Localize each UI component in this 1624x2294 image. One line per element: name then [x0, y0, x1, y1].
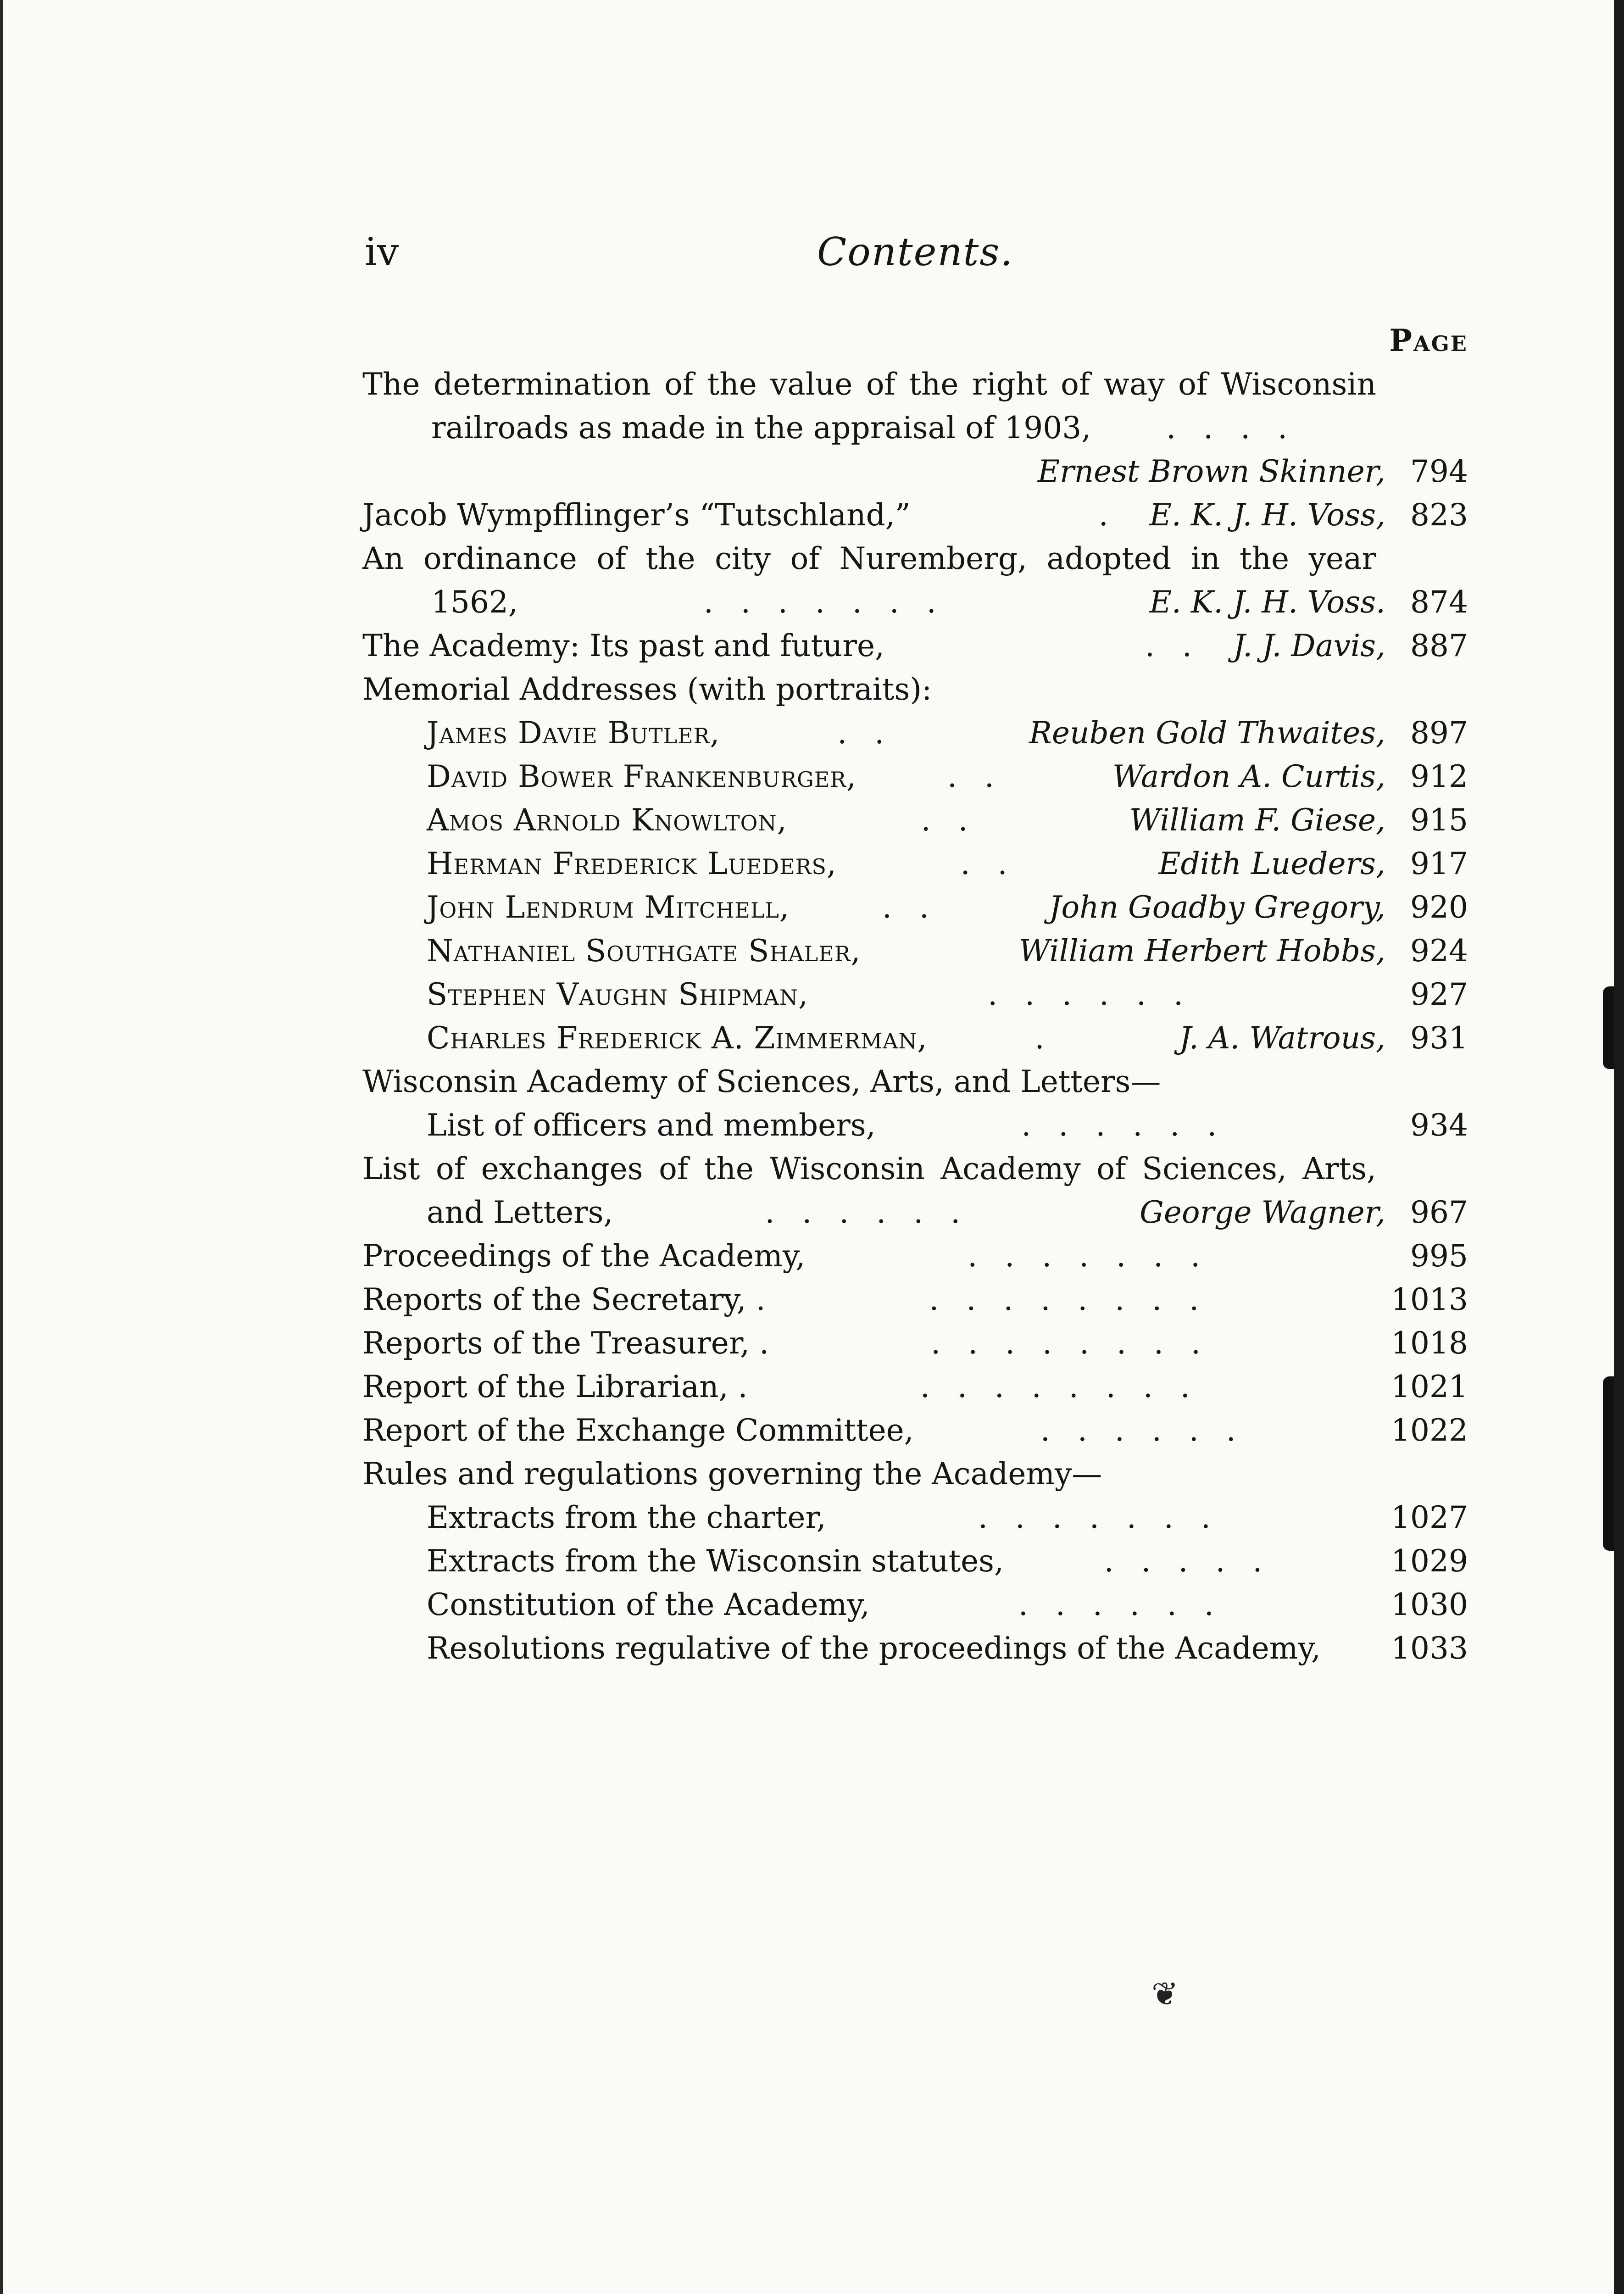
memorial-entry[interactable] — [362, 973, 1468, 1016]
entry-author: J. A. Watrous, — [1179, 1020, 1385, 1056]
page-number: 920 — [1410, 890, 1468, 925]
leader-dots: ...... — [1018, 1587, 1241, 1622]
memorial-entry[interactable] — [362, 842, 1468, 885]
toc-entry[interactable] — [362, 1321, 1468, 1365]
entry-author: William F. Giese, — [1129, 802, 1385, 838]
toc-entry[interactable] — [362, 537, 1468, 580]
entry-author: George Wagner, — [1140, 1195, 1385, 1230]
entry-title: Proceedings of the Academy, — [362, 1238, 806, 1274]
page-number: 995 — [1410, 1238, 1468, 1274]
table-of-contents — [362, 319, 1468, 1670]
toc-entry[interactable] — [362, 493, 1468, 537]
entry-title: Reports of the Treasurer, . — [362, 1325, 769, 1361]
entry-title: and Letters, — [427, 1195, 613, 1230]
toc-entry[interactable] — [362, 624, 1468, 668]
memorial-entry[interactable] — [362, 798, 1468, 842]
toc-entry-author-line — [362, 450, 1468, 493]
entry-title: An ordinance of the city of Nuremberg, adopted in the year — [362, 541, 1376, 576]
page-column-label: Page — [1389, 323, 1468, 358]
page-number: 1027 — [1391, 1500, 1468, 1535]
leader-dots: ....... — [978, 1500, 1238, 1535]
entry-title: Report of the Exchange Committee, — [362, 1413, 914, 1448]
entry-author: John Goadby Gregory, — [1049, 890, 1385, 925]
leader-dots: .. — [947, 759, 1022, 794]
toc-entry-continuation — [362, 1191, 1468, 1234]
binding-shadow — [1603, 986, 1614, 1069]
toc-entry[interactable] — [362, 1626, 1468, 1670]
page-number: 917 — [1410, 846, 1468, 881]
toc-section-heading — [362, 1452, 1468, 1496]
leader-dots: .. — [1145, 628, 1219, 663]
scan-edge-right — [1614, 0, 1624, 2294]
memorial-name: John Lendrum Mitchell, — [427, 890, 790, 925]
entry-author: Ernest Brown Skinner, — [1037, 454, 1385, 489]
entry-title: The Academy: Its past and future, — [362, 628, 884, 663]
memorial-name: Amos Arnold Knowlton, — [427, 802, 787, 838]
page-number: 967 — [1410, 1195, 1468, 1230]
leader-dots: .. — [882, 890, 957, 925]
leader-dots: ...... — [1040, 1413, 1263, 1448]
entry-title: 1562, — [431, 585, 518, 620]
entry-author: Wardon A. Curtis, — [1112, 759, 1385, 794]
page-number: 912 — [1410, 759, 1468, 794]
leader-dots: .. — [921, 802, 996, 838]
page-number: 924 — [1410, 933, 1468, 969]
running-title: Contents. — [817, 229, 1014, 274]
entry-title: Jacob Wympfflinger’s “Tutschland,” — [362, 497, 911, 533]
page-number: 927 — [1410, 977, 1468, 1012]
page-number: 1029 — [1391, 1543, 1468, 1579]
toc-entry[interactable] — [362, 1278, 1468, 1321]
memorial-name: James Davie Butler, — [427, 715, 720, 751]
toc-entry[interactable] — [362, 1409, 1468, 1452]
entry-title: Extracts from the Wisconsin statutes, — [427, 1543, 1004, 1579]
page-number: 874 — [1410, 585, 1468, 620]
leader-dots: ....... — [703, 585, 964, 620]
leader-dots: .... — [1166, 410, 1315, 445]
memorial-entry[interactable] — [362, 885, 1468, 929]
page-number: 1013 — [1391, 1282, 1468, 1317]
page-number: 1021 — [1391, 1369, 1468, 1404]
page-number: 887 — [1410, 628, 1468, 663]
memorial-entry[interactable] — [362, 711, 1468, 755]
toc-section-heading — [362, 1060, 1468, 1103]
toc-entry[interactable] — [362, 1496, 1468, 1539]
memorial-name: Nathaniel Southgate Shaler, — [427, 933, 861, 969]
toc-entry[interactable] — [362, 1539, 1468, 1583]
entry-title: Reports of the Secretary, . — [362, 1282, 766, 1317]
entry-title: railroads as made in the appraisal of 1903, — [431, 410, 1091, 445]
entry-title: List of officers and members, — [427, 1108, 876, 1143]
toc-entry[interactable] — [362, 362, 1468, 406]
toc-entry-continuation — [362, 580, 1468, 624]
binding-shadow — [1603, 1376, 1614, 1551]
section-title: Wisconsin Academy of Sciences, Arts, and Letters— — [362, 1064, 1161, 1099]
scan-edge-left — [0, 0, 3, 2294]
leader-dots: ..... — [1104, 1543, 1290, 1579]
entry-title: Constitution of the Academy, — [427, 1587, 870, 1622]
folio: iv — [365, 229, 399, 274]
memorial-name: Charles Frederick A. Zimmerman, — [427, 1020, 928, 1056]
page-header — [365, 229, 1466, 284]
printer-ornament-icon: ❦ — [1151, 1975, 1179, 2013]
leader-dots: . — [1034, 1020, 1072, 1056]
page-number: 1022 — [1391, 1413, 1468, 1448]
entry-title: List of exchanges of the Wisconsin Academy of Sciences, Arts, — [362, 1151, 1376, 1186]
leader-dots: ...... — [765, 1195, 988, 1230]
section-title: Memorial Addresses (with portraits): — [362, 672, 932, 707]
leader-dots: ....... — [968, 1238, 1228, 1274]
toc-entry[interactable] — [362, 1234, 1468, 1278]
page-number: 934 — [1410, 1108, 1468, 1143]
page-number: 1033 — [1391, 1631, 1468, 1666]
entry-title: The determination of the value of the right of way of Wisconsin — [362, 367, 1376, 402]
memorial-name: Herman Frederick Lueders, — [427, 846, 837, 881]
memorial-entry[interactable] — [362, 1016, 1468, 1060]
entry-author: William Herbert Hobbs, — [1018, 933, 1385, 969]
page-number: 931 — [1410, 1020, 1468, 1056]
page-number: 915 — [1410, 802, 1468, 838]
entry-title: Extracts from the charter, — [427, 1500, 826, 1535]
toc-section-heading — [362, 668, 1468, 711]
entry-author: J. J. Davis, — [1233, 628, 1385, 663]
memorial-name: David Bower Frankenburger, — [427, 759, 857, 794]
leader-dots: .. — [837, 715, 912, 751]
toc-entry-continuation — [362, 406, 1468, 450]
entry-title: Resolutions regulative of the proceedings of the Academy, — [427, 1631, 1321, 1666]
leader-dots: . — [1098, 497, 1136, 533]
leader-dots: ........ — [929, 1282, 1227, 1317]
toc-entry[interactable] — [362, 1583, 1468, 1626]
entry-author: Reuben Gold Thwaites, — [1029, 715, 1385, 751]
leader-dots: ...... — [1021, 1108, 1245, 1143]
toc-entry[interactable] — [362, 1103, 1468, 1147]
memorial-entry[interactable] — [362, 929, 1468, 973]
leader-dots: ...... — [988, 977, 1211, 1012]
toc-entry[interactable] — [362, 1147, 1468, 1191]
page-number: 1018 — [1391, 1325, 1468, 1361]
entry-author: E. K. J. H. Voss. — [1149, 585, 1385, 620]
entry-author: Edith Lueders, — [1158, 846, 1385, 881]
leader-dots: ........ — [920, 1369, 1218, 1404]
section-title: Rules and regulations governing the Academy— — [362, 1456, 1102, 1492]
memorial-entry[interactable] — [362, 755, 1468, 798]
entry-author: E. K. J. H. Voss, — [1149, 497, 1385, 533]
toc-entry[interactable] — [362, 1365, 1468, 1409]
page-number: 1030 — [1391, 1587, 1468, 1622]
page-number: 794 — [1410, 454, 1468, 489]
memorial-name: Stephen Vaughn Shipman, — [427, 977, 809, 1012]
page-number: 823 — [1410, 497, 1468, 533]
leader-dots: ........ — [931, 1325, 1228, 1361]
entry-title: Report of the Librarian, . — [362, 1369, 748, 1404]
page-number: 897 — [1410, 715, 1468, 751]
leader-dots: .. — [960, 846, 1035, 881]
